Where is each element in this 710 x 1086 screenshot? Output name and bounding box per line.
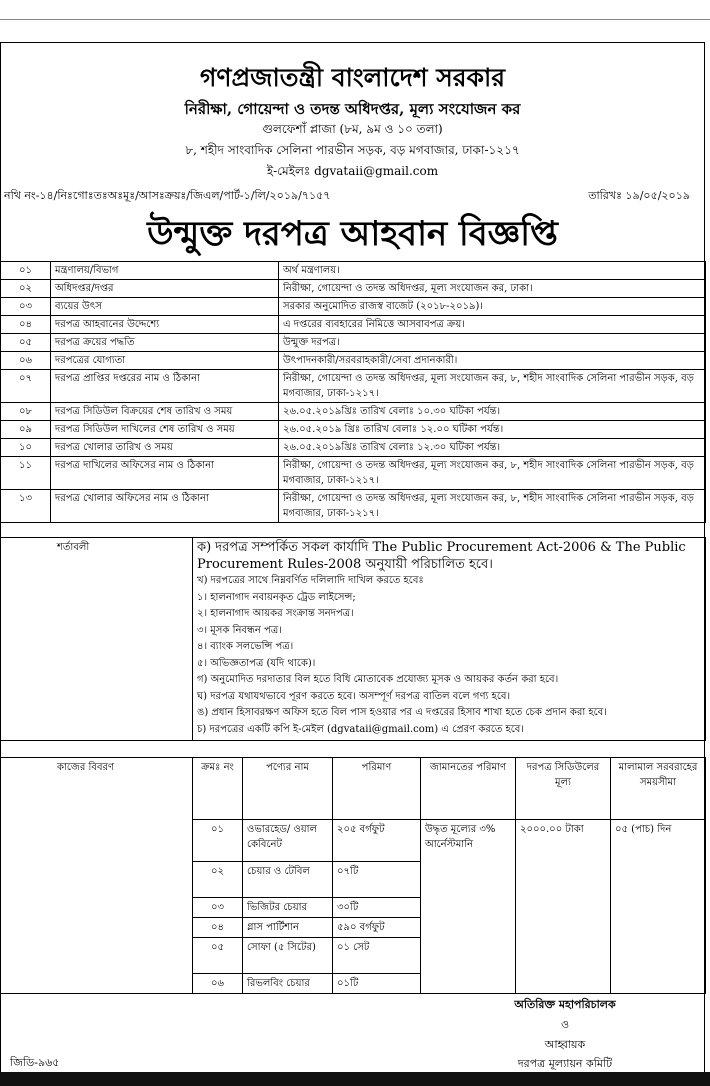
row-number: ০৪ — [1, 316, 51, 334]
notice-date: তারিখঃ ১৯/০৫/২০১৯ — [588, 189, 690, 202]
term-line: ক) দরপত্র সম্পর্কিত সকল কার্যাদি The Public Procurement Act-2006 & The Public — [197, 540, 686, 555]
row-value: অর্থ মন্ত্রণালয়। — [279, 262, 706, 280]
row-value: নিরীক্ষা, গোয়েন্দা ও তদন্ত অধিদপ্তর, মূল্য সংযোজন কর, ৮, শহীদ সাংবাদিক সেলিনা পারভীন সড়ক, বড় মগবাজার, ঢাকা-১২১৭। — [279, 370, 706, 403]
item-quantity: ০১টি — [333, 974, 421, 994]
row-value: ২৬.০৫.২০১৯ খ্রিঃ তারিখ বেলাঃ ১২.০০ ঘটিকা পর্যন্ত। — [279, 421, 706, 439]
tender-info-table — [0, 261, 706, 523]
item-number: ০৬ — [193, 974, 243, 994]
item-number: ০৪ — [193, 918, 243, 938]
item-name: ভিজিটর চেয়ার — [243, 898, 333, 918]
table-row — [1, 316, 706, 334]
item-quantity: ৩০টি — [333, 898, 421, 918]
signatory-committee: দরপত্র মূল্যায়ন কমিটি — [517, 1057, 613, 1070]
row-label: দরপত্র খোলার তারিখ ও সময় — [51, 439, 279, 457]
table-header-row — [1, 758, 706, 820]
table-row — [1, 457, 706, 490]
department-name: নিরীক্ষা, গোয়েন্দা ও তদন্ত অধিদপ্তর, মূল্য সংযোজন কর — [184, 100, 521, 118]
item-number: ০৩ — [193, 898, 243, 918]
security-amount: উদ্ধৃত মূল্যের ৩% আর্নেস্টমানি — [421, 820, 516, 994]
term-line: ঙ) প্রধান হিসাবরক্ষণ অফিস হতে বিল পাস হওয়ার পর এ দপ্তরের হিসাব শাখা হতে চেক প্রদান করা হবে। — [197, 707, 607, 718]
row-number: ০২ — [1, 280, 51, 298]
row-number: ০৫ — [1, 334, 51, 352]
row-number: ১০ — [1, 439, 51, 457]
row-value: নিরীক্ষা, গোয়েন্দা ও তদন্ত অধিদপ্তর, মূল্য সংযোজন কর, ৮, শহীদ সাংবাদিক সেলিনা পারভীন সড়ক, বড় মগবাজার, ঢাকা-১২১৭। — [279, 457, 706, 490]
column-header: পণ্যের নাম — [243, 758, 333, 820]
table-row — [1, 352, 706, 370]
item-number: ০১ — [193, 820, 243, 862]
row-number: ১১ — [1, 457, 51, 490]
row-label: দরপত্র ক্রয়ের পদ্ধতি — [51, 334, 279, 352]
table-row — [1, 298, 706, 316]
page-top-rule — [0, 19, 710, 20]
column-header: ক্রমঃ নং — [193, 758, 243, 820]
row-value: ২৬.০৫.২০১৯খ্রিঃ তারিখ বেলাঃ ১০.৩০ ঘটিকা পর্যন্ত। — [279, 403, 706, 421]
row-label: দরপত্র দাখিলের অফিসের নাম ও ঠিকানা — [51, 457, 279, 490]
term-line: ২। হালনাগাদ আয়কর সংক্রান্ত সনদপত্র। — [197, 608, 354, 619]
item-quantity: ৫৯০ বর্গফুট — [333, 918, 421, 938]
column-header: জামানতের পরিমাণ — [421, 758, 516, 820]
term-line: ৪। ব্যাংক সলভেন্সি পত্র। — [197, 641, 294, 652]
row-label: দরপত্র সিডিউল দাখিলের শেষ তারিখ ও সময় — [51, 421, 279, 439]
table-row — [1, 262, 706, 280]
signatory-role: আহ্বায়ক — [544, 1038, 586, 1051]
table-row — [1, 538, 706, 741]
signatory-conjunction: ও — [560, 1018, 570, 1031]
signatory-title: অতিরিক্ত মহাপরিচালক — [514, 998, 616, 1011]
row-value: এ দপ্তরের ব্যবহারের নিমিত্তে আসবাবপত্র ক্রয়। — [279, 316, 706, 334]
column-header: মালামাল সরবরাহের সময়সীমা — [611, 758, 706, 820]
table-row — [1, 370, 706, 403]
address-line-1: গুলফেশাঁ প্লাজা (৮ম, ৯ম ও ১০ তলা) — [262, 122, 443, 136]
row-number: ০৭ — [1, 370, 51, 403]
row-label: দরপত্রের যোগ্যতা — [51, 352, 279, 370]
row-label: দরপত্র খোলার অফিসের নাম ও ঠিকানা — [51, 490, 279, 523]
row-value: উন্মুক্ত দরপত্র। — [279, 334, 706, 352]
column-header: দরপত্র সিডিউলের মূল্য — [516, 758, 611, 820]
term-line: গ) অনুমোদিত দরদাতার বিল হতে বিধি মোতাবেক প্রযোজ্য মূসক ও আয়কর কর্তন করা হবে। — [197, 674, 559, 685]
row-label: ব্যয়ের উৎস — [51, 298, 279, 316]
item-quantity: ০৭টি — [333, 862, 421, 898]
work-label: কাজের বিবরণ — [1, 758, 193, 994]
item-name: ওভারহেড/ ওয়াল কেবিনেট — [243, 820, 333, 862]
row-value: নিরীক্ষা, গোয়েন্দা ও তদন্ত অধিদপ্তর, মূল্য সংযোজন কর, ৮, শহীদ সাংবাদিক সেলিনা পারভীন সড়ক, বড় মগবাজার, ঢাকা-১২১৭। — [279, 490, 706, 523]
table-row — [1, 439, 706, 457]
row-value: ২৬.০৫.২০১৯খ্রিঃ তারিখ বেলাঃ ১২.৩০ ঘটিকা পর্যন্ত। — [279, 439, 706, 457]
terms-table — [0, 537, 706, 741]
item-number: ০৫ — [193, 938, 243, 974]
bottom-bar — [0, 1072, 710, 1086]
terms-body — [193, 538, 706, 741]
term-line: ৩। মূসক নিবন্ধন পত্র। — [197, 624, 282, 636]
schedule-price: ২০০০.০০ টাকা — [516, 820, 611, 994]
table-row — [1, 403, 706, 421]
item-quantity: ০১ সেট — [333, 938, 421, 974]
row-label: দরপত্র আহবানের উদ্দেশ্যে — [51, 316, 279, 334]
row-label: দরপত্র সিডিউল বিক্রয়ের শেষ তারিখ ও সময় — [51, 403, 279, 421]
address-line-2: ৮, শহীদ সাংবাদিক সেলিনা পারভীন সড়ক, বড় মগবাজার, ঢাকা-১২১৭ — [185, 143, 520, 157]
row-number: ০১ — [1, 262, 51, 280]
row-label: অধিদপ্তর/দপ্তর — [51, 280, 279, 298]
gd-code: জিডি-৯৬৫ — [10, 1056, 60, 1069]
notice-headline: উন্মুক্ত দরপত্র আহবান বিজ্ঞপ্তি — [147, 214, 558, 254]
row-label: দরপত্র প্রাপ্তির দপ্তরের নাম ও ঠিকানা — [51, 370, 279, 403]
delivery-time: ০৫ (পাচ) দিন — [611, 820, 706, 994]
government-title: গণপ্রজাতন্ত্রী বাংলাদেশ সরকার — [200, 63, 505, 92]
row-number: ১৩ — [1, 490, 51, 523]
item-name: রিভলবিং চেয়ার — [243, 974, 333, 994]
row-number: ০৬ — [1, 352, 51, 370]
row-number: ০৩ — [1, 298, 51, 316]
work-description-table — [0, 757, 706, 994]
term-line: ১। হালনাগাদ নবায়নকৃত ট্রেড লাইসেন্স; — [197, 591, 356, 603]
terms-label: শর্তাবলী — [1, 538, 193, 741]
term-line: চ) দরপত্রের একটি কপি ই-মেইল (dgvataii@gmail.com) এ প্রেরণ করতে হবে। — [197, 723, 524, 735]
table-row — [1, 490, 706, 523]
table-row — [1, 280, 706, 298]
table-row — [1, 334, 706, 352]
item-name: সোফা (৫ সিটের) — [243, 938, 333, 974]
row-value: নিরীক্ষা, গোয়েন্দা ও তদন্ত অধিদপ্তর, মূল্য সংযোজন কর, ঢাকা। — [279, 280, 706, 298]
term-line: ৫। অভিজ্ঞতাপত্র (যদি থাকে)। — [197, 657, 316, 669]
table-row — [1, 421, 706, 439]
row-number: ০৮ — [1, 403, 51, 421]
term-line: Procurement Rules-2008 অনুযায়ী পরিচালিত হবে। — [197, 556, 493, 572]
email-line: ই-মেইলঃ dgvataii@gmail.com — [266, 164, 439, 178]
row-value: উৎপাদনকারী/সরবরাহকারী/সেবা প্রদানকারী। — [279, 352, 706, 370]
item-number: ০২ — [193, 862, 243, 898]
column-header: পরিমাণ — [333, 758, 421, 820]
term-line: ঘ) দরপত্র যথাযথভাবে পূরণ করতে হবে। অসম্পূর্ণ দরপত্র বাতিল বলে গণ্য হবে। — [197, 690, 511, 702]
item-quantity: ২০৫ বর্গফুট — [333, 820, 421, 862]
row-value: সরকার অনুমোদিত রাজস্ব বাজেট (২০১৮-২০১৯)। — [279, 298, 706, 316]
reference-number: নথি নং-১৪/নিঃগোঃতঃঅঃমূঃ/আসঃক্রয়ঃ/জিএল/পার্ট-১/লি/২০১৯/৭১৫৭ — [4, 189, 331, 202]
term-line: খ) দরপত্রের সাথে নিম্নবর্ণিত দলিলাদি দাখিল করতে হবেঃ — [197, 575, 424, 586]
row-label: মন্ত্রণালয়/বিভাগ — [51, 262, 279, 280]
item-name: চেয়ার ও টেবিল — [243, 862, 333, 898]
item-name: গ্লাস পার্টিশান — [243, 918, 333, 938]
row-number: ০৯ — [1, 421, 51, 439]
